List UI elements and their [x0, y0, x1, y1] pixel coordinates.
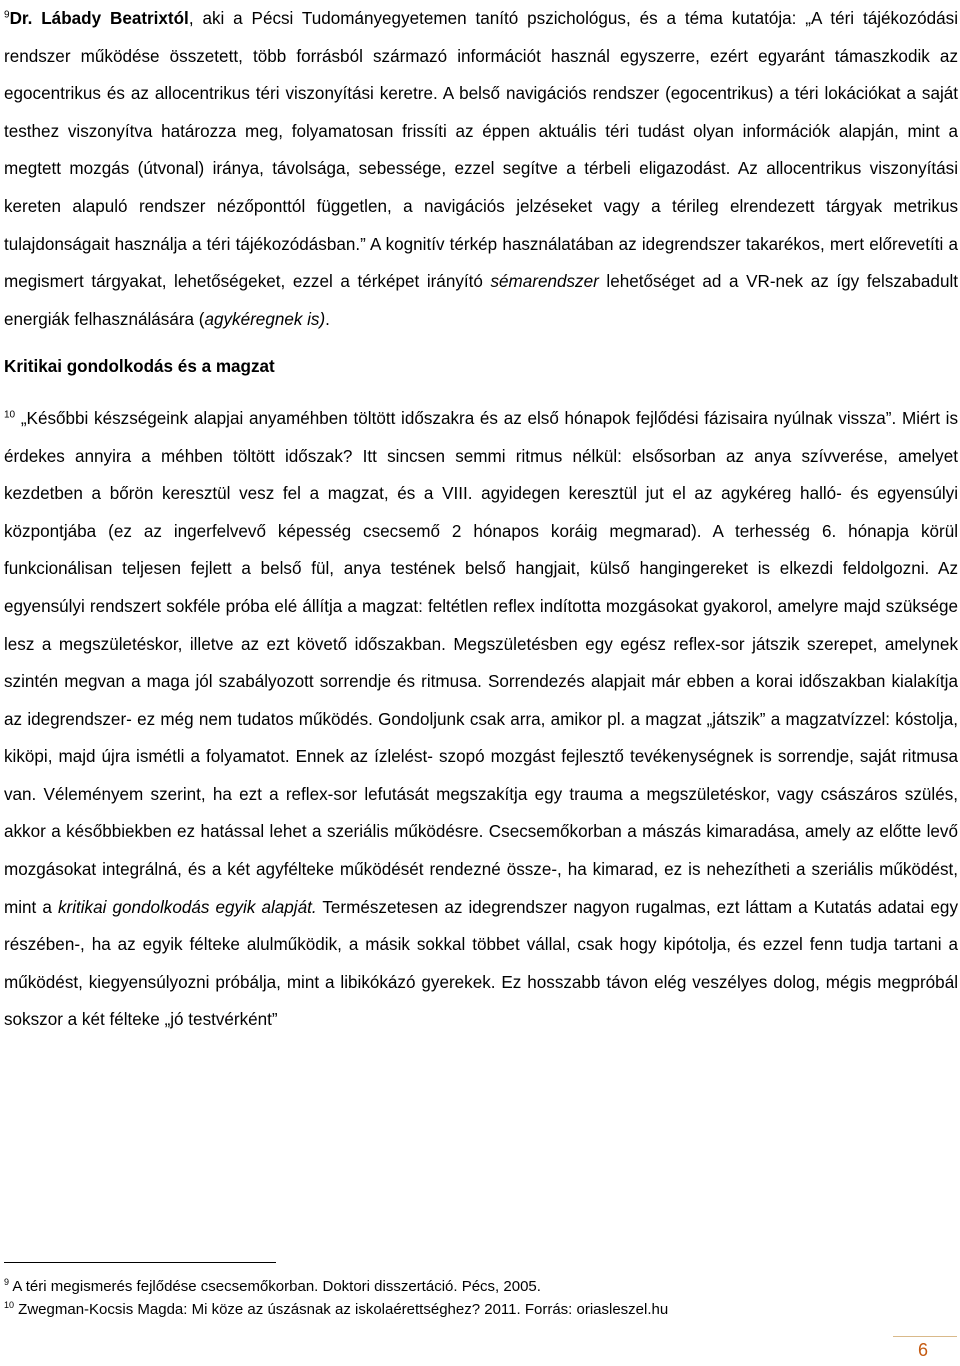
footnote-10-text: Zwegman-Kocsis Magda: Mi köze az úszásnak az iskolaérettséghez? 2011. Forrás: oriasleszel.hu [14, 1301, 669, 1318]
paragraph-2-text-2: Természetesen az idegrendszer nagyon rugalmas, ezt láttam a Kutatás adatai egy részében-, ha az egyik félteke alulműködik, a másik sokkal többet vállal, csak hogy kipótolja, és ezzel fenn tudja tartani a működést, kiegyensúlyozni próbálja, mint a libikókázó gyerekek. Ez hosszabb távon elég veszélyes dolog, mégis megpróbál sokszor a két félteke „jó testvérként” [4, 897, 958, 1030]
footnote-9 [4, 1275, 958, 1298]
footnote-10-mark: 10 [4, 1300, 15, 1310]
paragraph-2 [4, 400, 958, 1039]
footnotes [4, 1275, 958, 1321]
footnote-9-mark: 9 [4, 1277, 10, 1287]
footnote-separator [4, 1262, 276, 1263]
paragraph-2-italic: kritikai gondolkodás egyik alapját. [57, 897, 317, 917]
footnote-9-text: A téri megismerés fejlődése csecsemőkorban. Doktori disszertáció. Pécs, 2005. [9, 1278, 541, 1295]
paragraph-1 [4, 0, 958, 338]
footnote-mark-10: 10 [4, 409, 16, 421]
spacer [4, 386, 958, 400]
footnote-10 [4, 1298, 958, 1321]
author-name: Dr. Lábady Beatrixtól [9, 9, 189, 28]
paragraph-1-text-2: lehetőséget ad a VR-nek az így felszabadult energiák felhasználására ( [4, 272, 958, 329]
paragraph-1-text: , aki a Pécsi Tudományegyetemen tanító pszichológus, és a téma kutatója: „A téri tájékozódási rendszer működése összetett, több forrásból származó információt használ egyszerre, ezért egyaránt támaszkodik az egocentrikus és az allocentrikus téri viszonyítási keretre. A belső navigációs rendszer (egocentrikus) a téri lokációkat a saját testhez viszonyítva határozza meg, folyamatosan frissíti az éppen aktuális téri tudást olyan információk alapján, mint a megtett mozgás (útvonal) iránya, távolsága, sebessége, ezzel segítve a térbeli eligazodást. Az allocentrikus viszonyítási kereten alapuló rendszer nézőponttól független, a navigációs jelzéseket vagy a térileg elrendezett tárgyak metrikus tulajdonságait használja a téri tájékozódásban.” A kognitív térkép használatában az idegrendszer takarékos, mert előrevetíti a megismert tárgyakat, lehetőségeket, ezzel a térképet irányító [4, 9, 958, 292]
page-number-separator [893, 1336, 957, 1337]
paragraph-2-text: „Későbbi készségeink alapjai anyaméhben töltött időszakra és az első hónapok fejlődési fázisaira nyúlnak vissza”. Miért is érdekes annyira a méhben töltött időszak? Itt sincsen semmi ritmus nélkül: elsősorban az anya szívverése, amelyet kezdetben a bőrön keresztül vesz fel a magzat, és a VIII. agyidegen keresztül jut el az agykéreg halló- és egyensúlyi központjába (ez az ingerfelvevő képesség csecsemő 2 hónapos koráig megmarad). A terhesség 6. hónapja körül funkcionálisan teljesen fejlett a belső fül, anya testének belső hangjait, külső hangingereket is elkezdi feldolgozni. Az egyensúlyi rendszert sokféle próba elé állítja a magzat: feltétlen reflex indította mozgásokat gyakorol, amelyre majd szüksége lesz a megszületéskor, illetve az ezt követő időszakban. Megszületésben egy egész reflex-sor játszik szerepet, amelynek szintén megvan a maga jól szabályozott sorrendje és ritmusa. Sorrendezés alapjait már ebben a korai időszakban kialakítja az idegrendszer- ez még nem tudatos működés. Gondoljunk csak arra, amikor pl. a magzat „játszik” a magzatvízzel: kóstolja, kiköpi, majd újra ismétli a folyamatot. Ennek az ízlelést- szopó mozgást fejlesztő tevékenységnek is sorrendje, saját ritmusa van. Véleményem szerint, ha ezt a reflex-sor lefutását megszakítja egy trauma a megszületéskor, vagy császáros szülés, akkor a későbbiekben ez hatással lehet a szeriális működésre. Csecsemőkorban a mászás kimaradása, amely az előtte levő mozgásokat integrálná, és a két agyfélteke működését rendezné össze-, ha kimarad, ez is nehezítheti a szeriális működést, mint a [4, 408, 959, 917]
page-number: 6 [918, 1340, 929, 1360]
paragraph-1-italic-2: agykéregnek is) [204, 309, 326, 329]
paragraph-1-italic-1: sémarendszer [490, 272, 599, 292]
document-page [4, 0, 958, 1039]
footnote-mark-9: 9 [4, 9, 10, 21]
section-heading: Kritikai gondolkodás és a magzat [4, 357, 275, 377]
paragraph-1-text-3: . [325, 309, 330, 329]
